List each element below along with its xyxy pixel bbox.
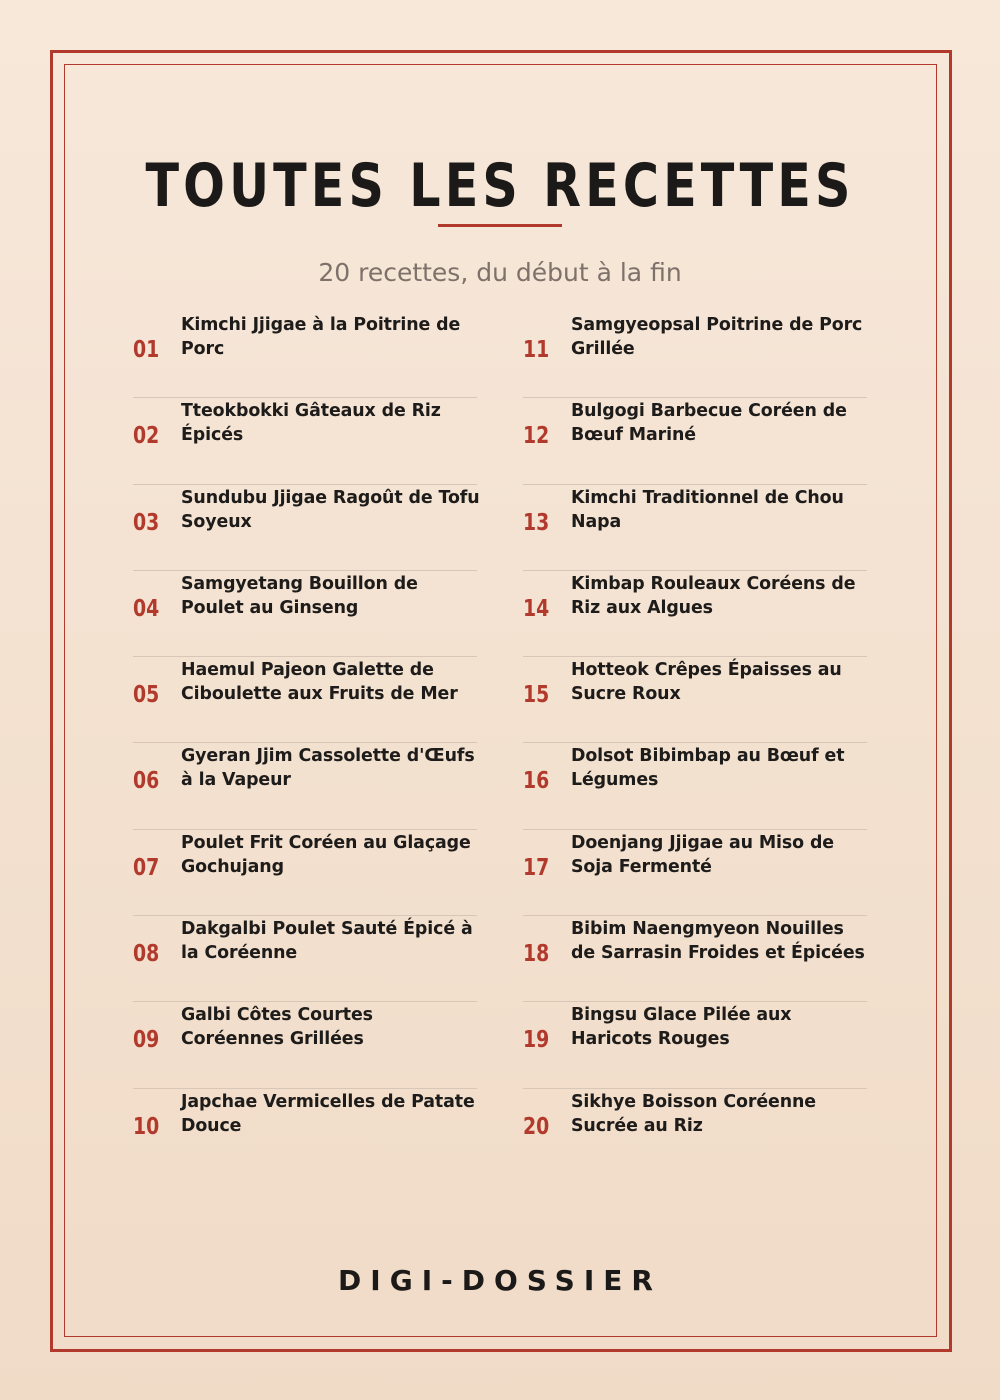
recipe-name: Bibim Naengmyeon Nouilles de Sarrasin Froides et Épicées [571, 919, 865, 964]
recipe-item [523, 1001, 867, 1087]
divider [523, 656, 867, 657]
recipe-list-right [523, 311, 867, 1174]
recipe-item [133, 915, 477, 1001]
divider [523, 1001, 867, 1002]
recipe-item [133, 1001, 477, 1087]
recipe-number: 05 [133, 682, 160, 709]
recipe-number: 10 [133, 1113, 160, 1140]
recipe-name: Haemul Pajeon Galette de Ciboulette aux Fruits de Mer [181, 660, 458, 705]
recipe-name: Poulet Frit Coréen au Glaçage Gochujang [181, 832, 471, 877]
recipe-name: Japchae Vermicelles de Patate Douce [181, 1091, 475, 1136]
recipe-name: Bulgogi Barbecue Coréen de Bœuf Mariné [571, 401, 847, 446]
recipe-item [523, 397, 867, 483]
recipe-number: 15 [523, 682, 550, 709]
recipe-number: 02 [133, 423, 160, 450]
recipe-number: 20 [523, 1113, 550, 1140]
divider [523, 829, 867, 830]
title-underline [438, 224, 562, 227]
recipe-number: 03 [133, 509, 160, 536]
recipe-item [523, 656, 867, 742]
recipe-name: Sundubu Jjigae Ragoût de Tofu Soyeux [181, 487, 480, 532]
recipe-name: Dolsot Bibimbap au Bœuf et Légumes [571, 746, 845, 791]
divider [133, 829, 477, 830]
recipe-list-left [133, 311, 480, 1174]
recipe-item [523, 1088, 867, 1174]
page-title: TOUTES LES RECETTES [145, 151, 855, 221]
recipe-number: 04 [133, 595, 160, 622]
recipe-name: Kimchi Traditionnel de Chou Napa [571, 487, 844, 532]
recipe-number: 13 [523, 509, 550, 536]
recipe-name: Kimbap Rouleaux Coréens de Riz aux Algues [571, 573, 856, 618]
recipe-name: Sikhye Boisson Coréenne Sucrée au Riz [571, 1091, 816, 1136]
divider [523, 397, 867, 398]
recipe-item [133, 570, 477, 656]
page-subtitle: 20 recettes, du début à la fin [318, 258, 682, 287]
recipe-name: Dakgalbi Poulet Sauté Épicé à la Coréenne [181, 919, 473, 964]
recipe-item [133, 656, 477, 742]
recipe-name: Tteokbokki Gâteaux de Riz Épicés [181, 401, 441, 446]
recipe-name: Kimchi Jjigae à la Poitrine de Porc [181, 315, 461, 359]
recipe-item [133, 742, 477, 828]
recipe-number: 01 [133, 337, 160, 363]
recipe-name: Samgyeopsal Poitrine de Porc Grillée [571, 315, 863, 359]
recipe-item [133, 311, 477, 397]
recipe-number: 18 [523, 941, 550, 968]
recipe-item [133, 829, 477, 915]
divider [133, 570, 477, 571]
recipe-name: Doenjang Jjigae au Miso de Soja Fermenté [571, 832, 834, 877]
recipe-item [523, 829, 867, 915]
divider [523, 1088, 867, 1089]
recipe-number: 19 [523, 1027, 550, 1054]
divider [133, 397, 477, 398]
recipe-item [133, 484, 480, 570]
divider [523, 570, 867, 571]
divider [523, 915, 867, 916]
recipe-number: 16 [523, 768, 550, 795]
recipe-number: 08 [133, 941, 160, 968]
recipe-name: Galbi Côtes Courtes Coréennes Grillées [181, 1005, 373, 1050]
recipe-number: 17 [523, 854, 550, 881]
recipe-name: Samgyetang Bouillon de Poulet au Ginseng [181, 573, 418, 618]
recipe-number: 14 [523, 595, 550, 622]
divider [523, 484, 867, 485]
divider [523, 742, 867, 743]
recipe-name: Hotteok Crêpes Épaisses au Sucre Roux [571, 660, 842, 705]
recipe-item [523, 742, 867, 828]
recipe-item [523, 915, 867, 1001]
recipe-number: 11 [523, 337, 550, 363]
recipe-number: 12 [523, 423, 550, 450]
brand-footer: DIGI-DOSSIER [338, 1264, 662, 1297]
recipe-number: 09 [133, 1027, 160, 1054]
recipe-item [523, 484, 867, 570]
recipe-number: 06 [133, 768, 160, 795]
divider [133, 742, 477, 743]
divider [133, 1088, 477, 1089]
recipe-item [133, 1088, 477, 1174]
divider [133, 656, 477, 657]
divider [133, 1001, 477, 1002]
divider [133, 484, 477, 485]
divider [133, 915, 477, 916]
recipe-item [523, 570, 867, 656]
recipe-item [133, 397, 477, 483]
recipe-name: Bingsu Glace Pilée aux Haricots Rouges [571, 1005, 792, 1050]
recipe-name: Gyeran Jjim Cassolette d'Œufs à la Vapeur [181, 746, 475, 791]
recipe-item [523, 311, 867, 397]
recipe-number: 07 [133, 854, 160, 881]
